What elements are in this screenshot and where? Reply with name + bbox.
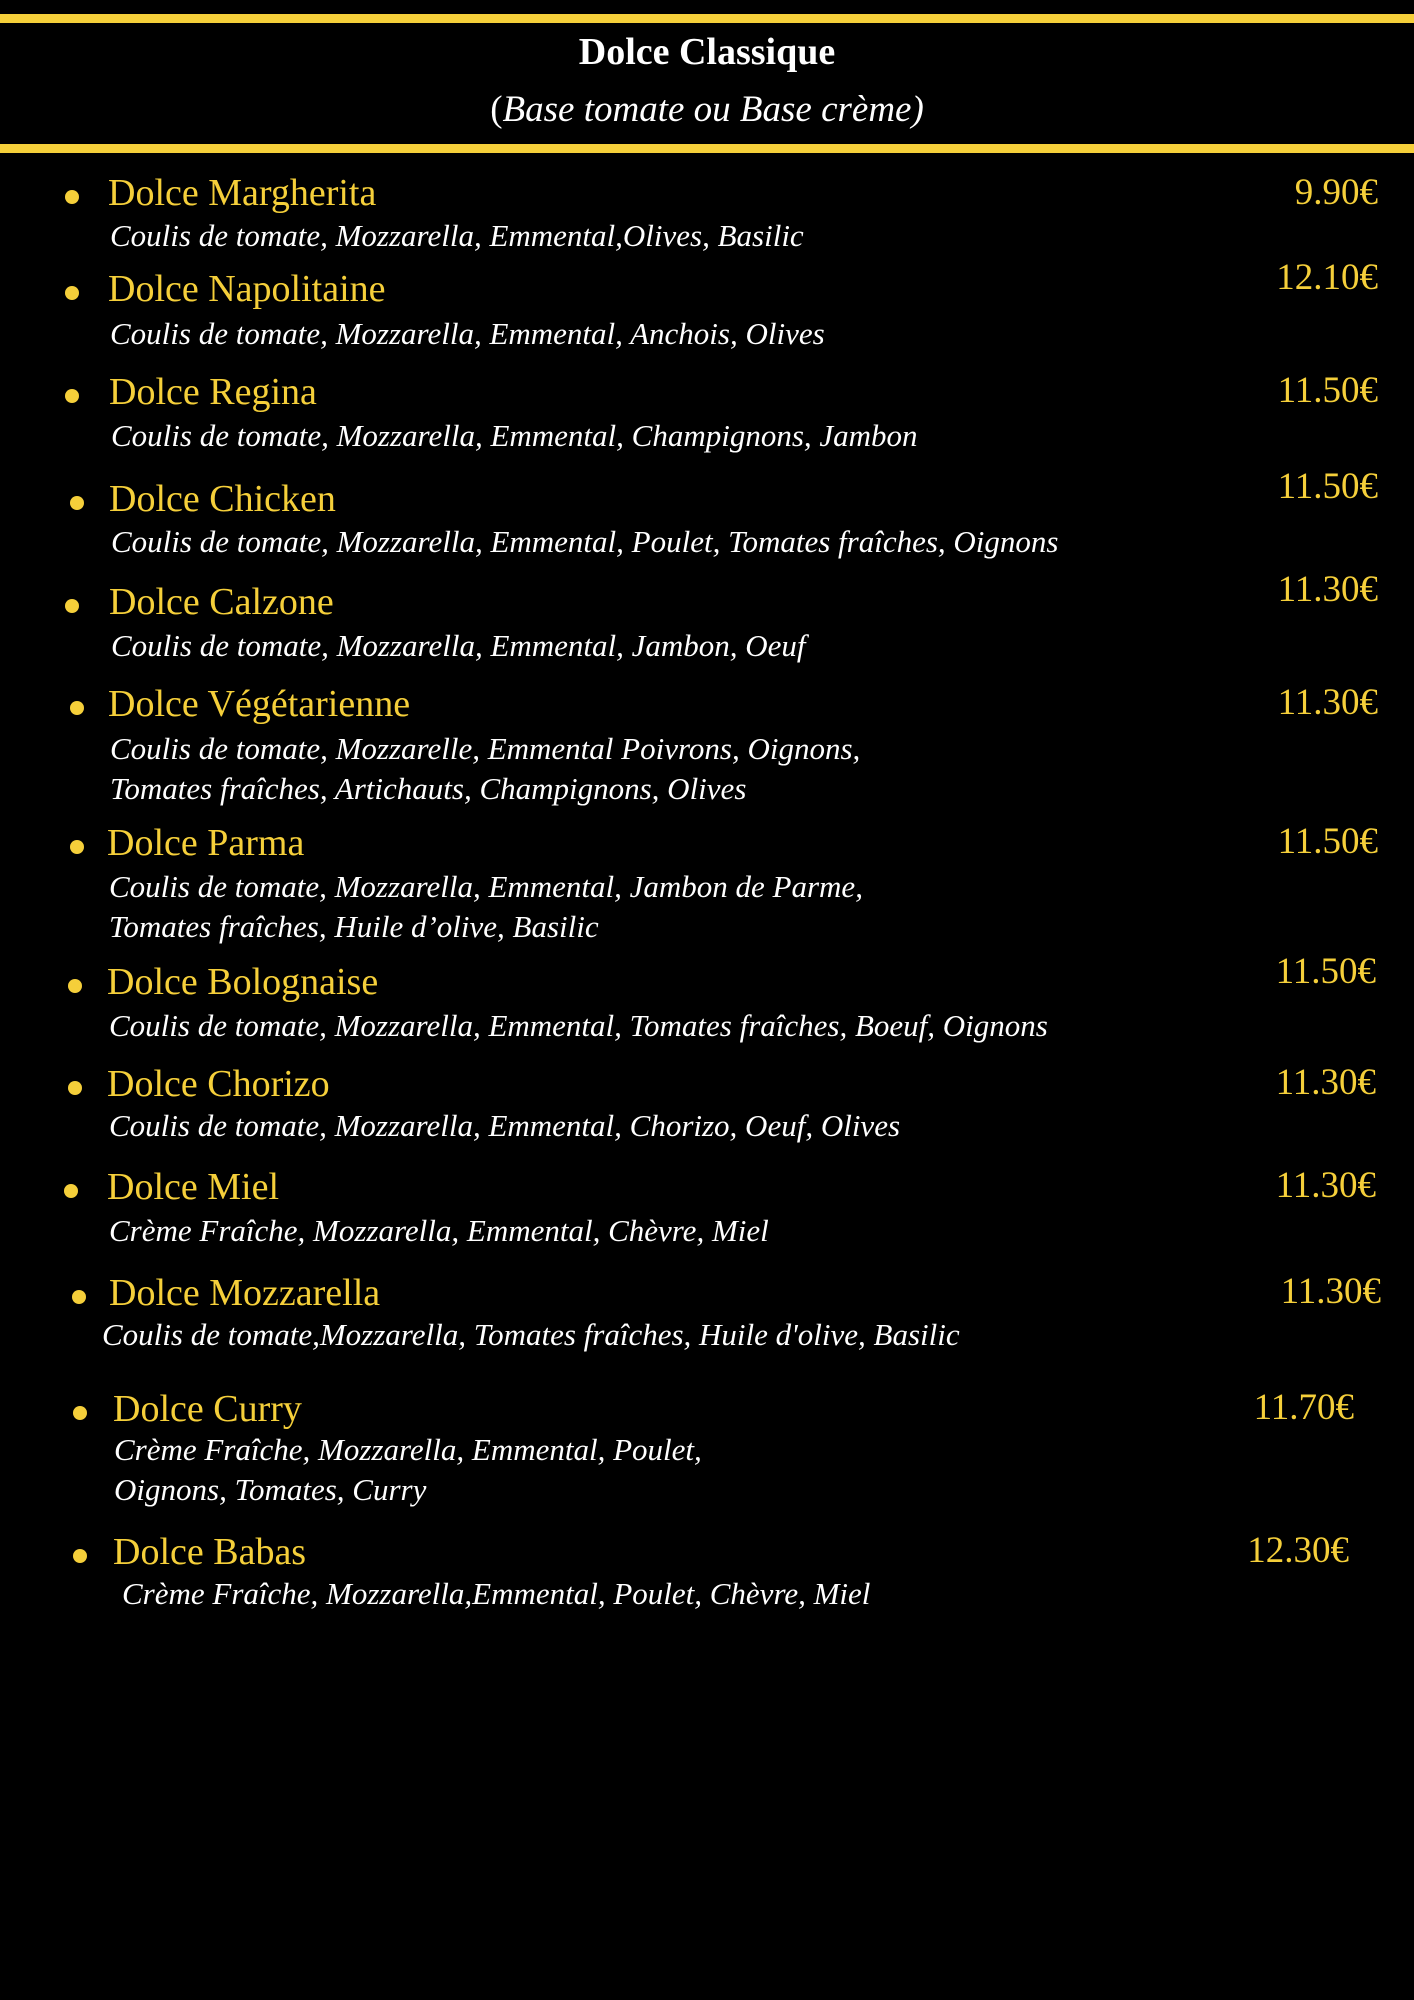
item-description: Tomates fraîches, Artichauts, Champignons, Olives [110,771,747,806]
bullet-icon [70,496,84,510]
item-name: Dolce Babas [113,1531,307,1573]
item-name: Dolce Parma [107,822,305,864]
item-description: Crème Fraîche, Mozzarella,Emmental, Poulet, Chèvre, Miel [122,1576,871,1611]
bullet-icon [68,1081,82,1095]
bullet-icon [64,1184,78,1198]
item-name: Dolce Curry [113,1388,302,1430]
item-price: 11.50€ [1275,951,1376,992]
item-description: Coulis de tomate, Mozzarella, Emmental, Jambon de Parme, [109,869,863,904]
bullet-icon [65,389,79,403]
item-name: Dolce Napolitaine [108,268,386,310]
item-name: Dolce Chicken [109,478,336,520]
subtitle-open-paren: ( [490,89,503,130]
item-price: 11.70€ [1253,1387,1354,1428]
item-price: 11.30€ [1277,569,1378,610]
item-name: Dolce Calzone [109,581,334,623]
bullet-icon [68,979,82,993]
item-price: 11.30€ [1275,1062,1376,1103]
bullet-icon [73,1549,87,1563]
subtitle-text: Base tomate ou Base crème) [502,89,924,130]
top-rule [0,14,1414,23]
item-name: Dolce Bolognaise [107,961,379,1003]
bullet-icon [72,1290,86,1304]
bullet-icon [70,840,84,854]
item-name: Dolce Regina [109,371,317,413]
item-description: Coulis de tomate, Mozzarella, Emmental, Champignons, Jambon [111,418,918,453]
bullet-icon [65,190,79,204]
item-name: Dolce Végétarienne [108,683,411,725]
bullet-icon [65,599,79,613]
item-description: Coulis de tomate,Mozzarella, Tomates fraîches, Huile d'olive, Basilic [102,1317,960,1352]
item-name: Dolce Chorizo [107,1063,330,1105]
item-name: Dolce Mozzarella [109,1272,381,1314]
bullet-icon [65,286,79,300]
item-name: Dolce Miel [107,1166,280,1208]
item-description: Coulis de tomate, Mozzarella, Emmental, Tomates fraîches, Boeuf, Oignons [109,1008,1048,1043]
item-price: 11.50€ [1277,370,1378,411]
item-description: Coulis de tomate, Mozzarella, Emmental, Anchois, Olives [110,316,825,351]
item-price: 11.30€ [1275,1165,1376,1206]
item-price: 9.90€ [1294,172,1378,213]
item-description: Tomates fraîches, Huile d’olive, Basilic [109,909,599,944]
item-description: Coulis de tomate, Mozzarella, Emmental, Chorizo, Oeuf, Olives [109,1108,901,1143]
item-description: Crème Fraîche, Mozzarella, Emmental, Poulet, [114,1432,702,1467]
item-price: 11.50€ [1277,466,1378,507]
item-price: 11.30€ [1280,1271,1381,1312]
bullet-icon [70,701,84,715]
item-description: Oignons, Tomates, Curry [114,1472,427,1507]
menu-title: Dolce Classique [578,31,836,73]
bottom-rule [0,144,1414,153]
item-price: 11.50€ [1277,821,1378,862]
item-price: 12.30€ [1247,1530,1349,1571]
item-price: 11.30€ [1277,682,1378,723]
item-price: 12.10€ [1276,257,1378,298]
bullet-icon [73,1406,87,1420]
item-description: Coulis de tomate, Mozzarella, Emmental, Jambon, Oeuf [111,628,806,663]
item-description: Coulis de tomate, Mozzarelle, Emmental Poivrons, Oignons, [110,731,861,766]
item-description: Coulis de tomate, Mozzarella, Emmental, Poulet, Tomates fraîches, Oignons [111,524,1059,559]
item-description: Crème Fraîche, Mozzarella, Emmental, Chèvre, Miel [109,1213,769,1248]
item-description: Coulis de tomate, Mozzarella, Emmental,Olives, Basilic [110,218,804,253]
item-name: Dolce Margherita [108,172,377,214]
menu-subtitle [0,88,1414,132]
